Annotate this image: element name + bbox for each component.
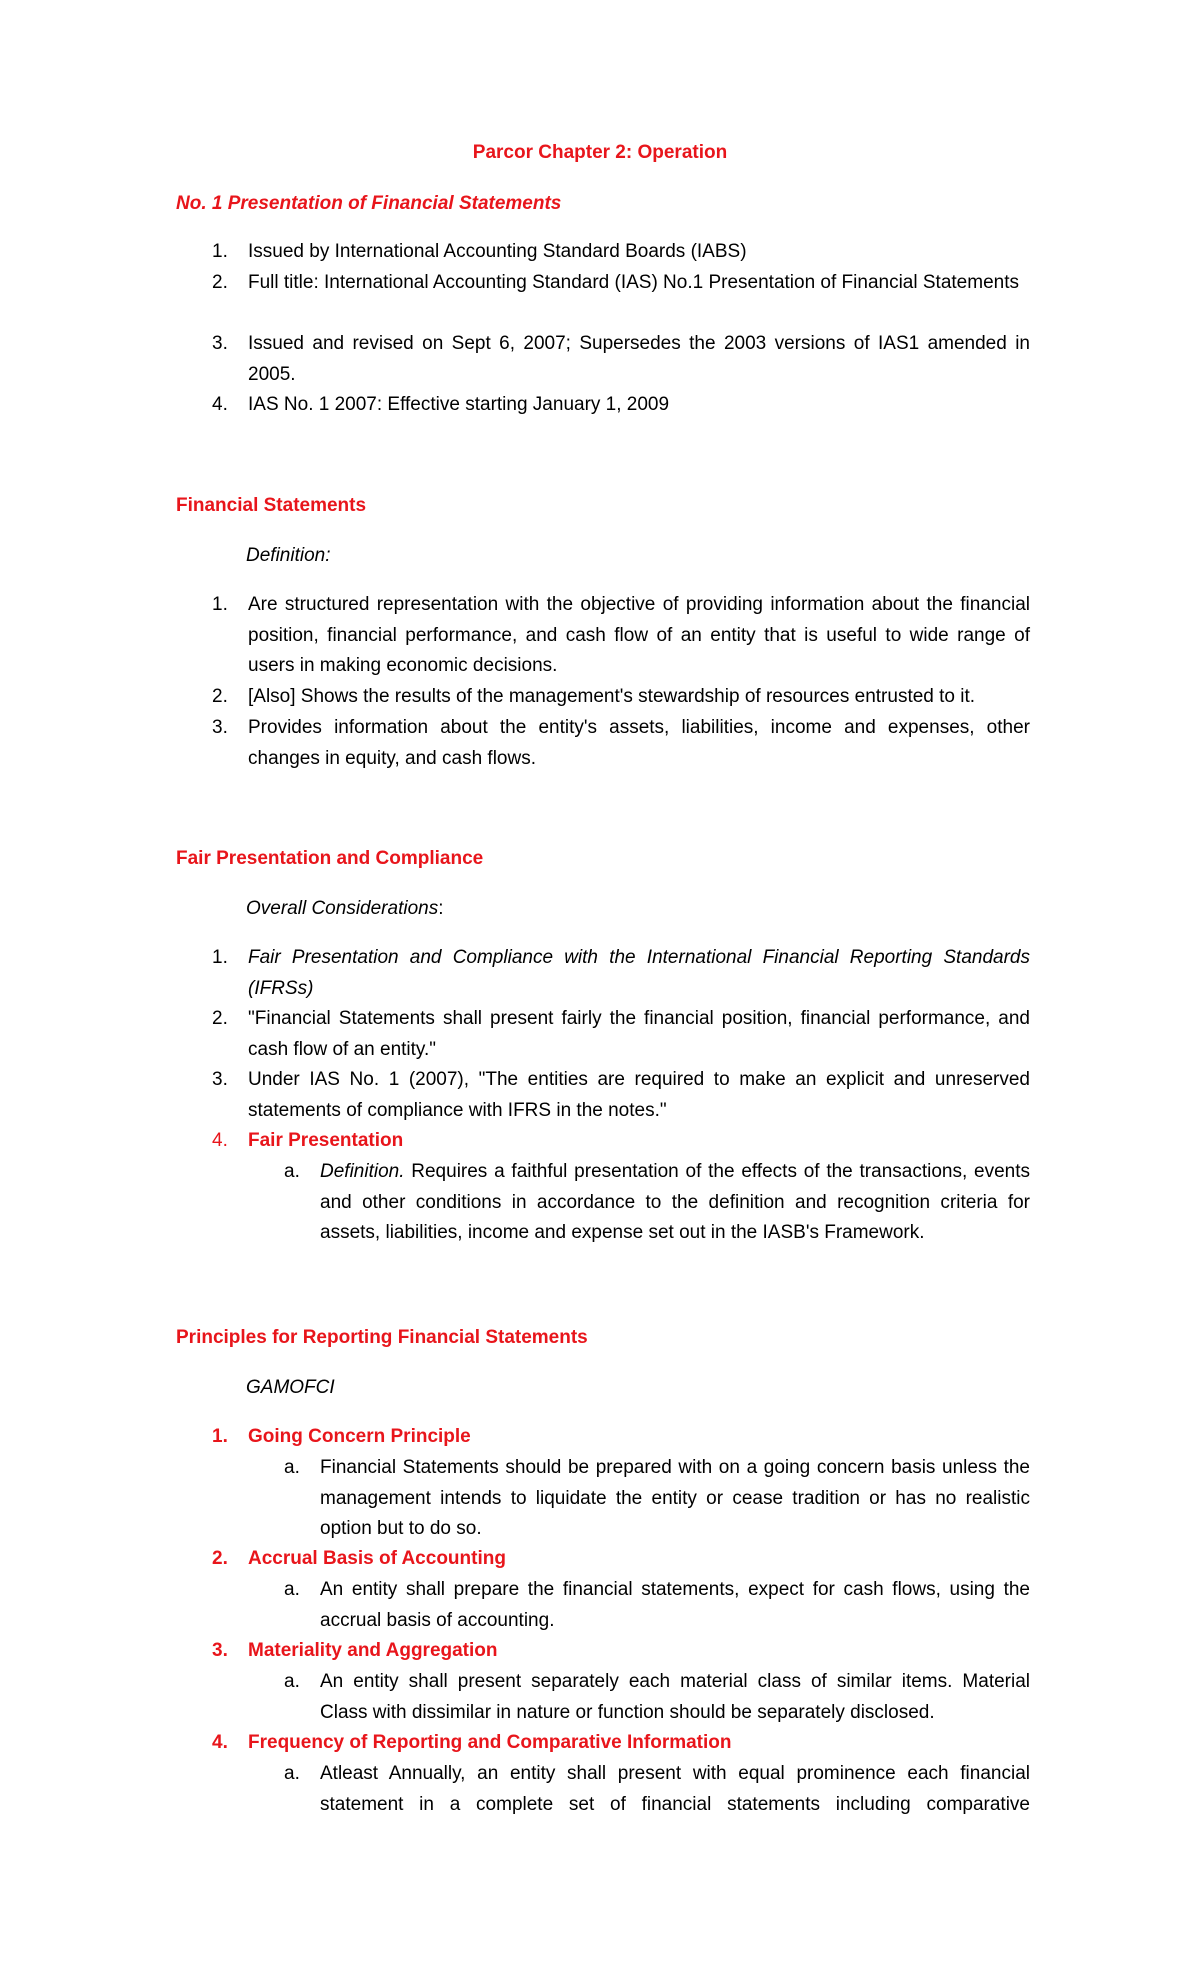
list-text: Issued and revised on Sept 6, 2007; Supersedes the 2003 versions of IAS1 amended in 2005. [248, 333, 1030, 385]
definition-lead: Definition. [320, 1161, 405, 1182]
section-heading-principles: Principles for Reporting Financial Statements [176, 1327, 588, 1348]
list-number: 1. [212, 1426, 228, 1447]
list-text: Fair Presentation and Compliance with the International Financial Reporting Standards (IFRSs) [248, 947, 1030, 999]
list-text: Are structured representation with the objective of providing information about the financial position, financial performance, and cash flow of an entity that is useful to wide range of users in making economic decisions. [248, 594, 1030, 676]
list-item [212, 329, 1030, 390]
list-number: 1. [212, 241, 228, 262]
list-item [212, 1065, 1030, 1126]
sub-list-item [284, 1453, 1030, 1545]
list-item [212, 590, 1030, 682]
sub-list-text: An entity shall prepare the financial statements, expect for cash flows, using the accrual basis of accounting. [320, 1579, 1030, 1631]
section-sublabel: GAMOFCI [246, 1377, 335, 1398]
list-number: 4. [212, 394, 228, 415]
sub-list-letter: a. [284, 1763, 300, 1784]
list-number: 2. [212, 686, 228, 707]
sub-list-letter: a. [284, 1671, 300, 1692]
list-item [212, 713, 1030, 774]
list-text: Full title: International Accounting Standard (IAS) No.1 Presentation of Financial Statements [248, 272, 1019, 293]
sub-list-item [284, 1157, 1030, 1249]
list-number: 2. [212, 1008, 228, 1029]
section-sublabel: Definition: [246, 545, 331, 566]
sub-list-letter: a. [284, 1579, 300, 1600]
list-item [212, 1126, 1030, 1157]
list-number: 1. [212, 947, 228, 968]
list-text: Provides information about the entity's assets, liabilities, income and expenses, other changes in equity, and cash flows. [248, 717, 1030, 769]
list-label: Accrual Basis of Accounting [248, 1548, 506, 1569]
section-sublabel [246, 898, 443, 920]
list-label: Frequency of Reporting and Comparative Information [248, 1732, 732, 1753]
list-number: 4. [212, 1130, 228, 1151]
sub-list-item [284, 1667, 1030, 1728]
sublabel-italic: Overall Considerations [246, 898, 439, 919]
list-item [212, 1004, 1030, 1065]
list-item [212, 1728, 1030, 1759]
section-heading-presentation: No. 1 Presentation of Financial Statements [176, 193, 562, 214]
section-heading-fair-presentation: Fair Presentation and Compliance [176, 848, 484, 869]
section-heading-financial-statements: Financial Statements [176, 495, 367, 516]
list-text: IAS No. 1 2007: Effective starting January 1, 2009 [248, 394, 670, 415]
list-item [212, 682, 1030, 713]
list-item [212, 390, 1030, 421]
list-number: 3. [212, 333, 228, 354]
sub-list-text: Atleast Annually, an entity shall present with equal prominence each financial statement in a complete set of financial statements including comparative [320, 1763, 1030, 1815]
list-text: Issued by International Accounting Standard Boards (IABS) [248, 241, 747, 262]
list-text: "Financial Statements shall present fairly the financial position, financial performance, and cash flow of an entity." [248, 1008, 1030, 1060]
page-title: Parcor Chapter 2: Operation [472, 142, 728, 163]
list-number: 3. [212, 717, 228, 738]
list-label: Materiality and Aggregation [248, 1640, 498, 1661]
list-label: Going Concern Principle [248, 1426, 471, 1447]
list-number: 2. [212, 1548, 228, 1569]
list-item [212, 268, 1030, 299]
list-item [212, 1636, 1030, 1667]
list-number: 1. [212, 594, 228, 615]
list-number: 2. [212, 272, 228, 293]
sub-list-letter: a. [284, 1457, 300, 1478]
list-item [212, 1544, 1030, 1575]
list-number: 3. [212, 1069, 228, 1090]
list-text: [Also] Shows the results of the management's stewardship of resources entrusted to it. [248, 686, 976, 707]
list-label: Fair Presentation [248, 1130, 404, 1151]
list-item [212, 1422, 1030, 1453]
sub-list-letter: a. [284, 1161, 300, 1182]
definition-text: Requires a faithful presentation of the effects of the transactions, events and other conditions in accordance to the definition and recognition criteria for assets, liabilities, income and expense set out in the IASB's Framework. [320, 1161, 1030, 1243]
list-text: Under IAS No. 1 (2007), "The entities are required to make an explicit and unreserved statements of compliance with IFRS in the notes." [248, 1069, 1030, 1121]
list-number: 4. [212, 1732, 228, 1753]
list-item [212, 943, 1030, 1004]
sub-list-text [320, 1157, 1030, 1249]
list-item [212, 237, 1030, 268]
sub-list-item [284, 1575, 1030, 1636]
sub-list-text: Financial Statements should be prepared with on a going concern basis unless the management intends to liquidate the entity or cease tradition or has no realistic option but to do so. [320, 1457, 1030, 1539]
list-number: 3. [212, 1640, 228, 1661]
sub-list-item [284, 1759, 1030, 1820]
sublabel-colon: : [438, 898, 444, 919]
sub-list-text: An entity shall present separately each material class of similar items. Material Class with dissimilar in nature or function should be separately disclosed. [320, 1671, 1030, 1723]
